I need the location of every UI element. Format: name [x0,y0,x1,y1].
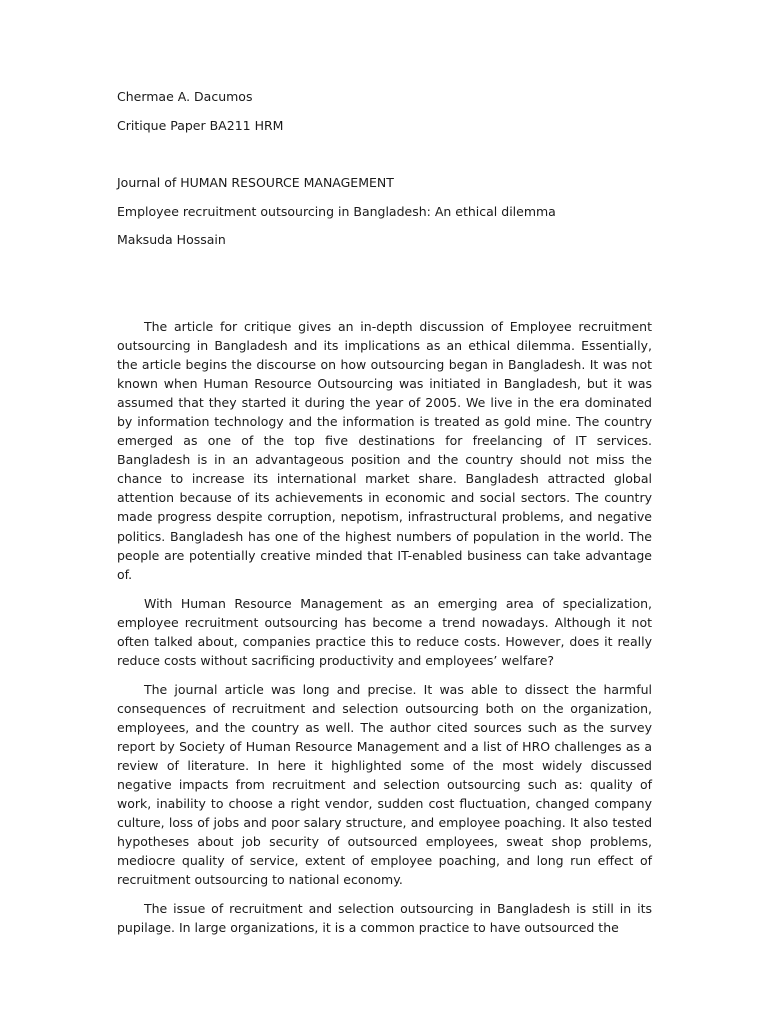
article-author: Maksuda Hossain [117,232,226,247]
course-line: Critique Paper BA211 HRM [117,118,284,133]
article-title: Employee recruitment outsourcing in Bangladesh: An ethical dilemma [117,204,556,219]
paragraph-1: The article for critique gives an in-depth discussion of Employee recruitment outsourcing in Bangladesh and its implications as an ethical dilemma. Essentially, the article begins the discourse on how outsourcing began in Bangladesh. It was not known when Human Resource Outsourcing was initiated in Bangladesh, but it was assumed that they started it during the year of 2005. We live in the era dominated by information technology and the information is treated as gold mine. The country emerged as one of the top five destinations for freelancing of IT services. Bangladesh is in an advantageous position and the country should not miss the chance to increase its international market share. Bangladesh attracted global attention because of its achievements in economic and social sectors. The country made progress despite corruption, nepotism, infrastructural problems, and negative politics. Bangladesh has one of the highest numbers of population in the world. The people are potentially creative minded that IT-enabled business can take advantage of. [117,319,652,582]
paragraph-2: With Human Resource Management as an emerging area of specialization, employee recruitment outsourcing has become a trend nowadays. Although it not often talked about, companies practice this to reduce costs. However, does it really reduce costs without sacrificing productivity and employees’ welfare? [117,595,652,668]
paragraph-4: The issue of recruitment and selection outsourcing in Bangladesh is still in its pupilage. In large organizations, it is a common practice to have outsourced the [117,901,652,936]
author-name: Chermae A. Dacumos [117,89,253,104]
critique-body [117,317,652,947]
journal-name: Journal of HUMAN RESOURCE MANAGEMENT [117,175,394,190]
paragraph-3: The journal article was long and precise. It was able to dissect the harmful consequences of recruitment and selection outsourcing both on the organization, employees, and the country as well. The author cited sources such as the survey report by Society of Human Resource Management and a list of HRO challenges as a review of literature. In here it highlighted some of the most widely discussed negative impacts from recruitment and selection outsourcing such as: quality of work, inability to choose a right vendor, sudden cost fluctuation, changed company culture, loss of jobs and poor salary structure, and employee poaching. It also tested hypotheses about job security of outsourced employees, sweat shop problems, mediocre quality of service, extent of employee poaching, and long run effect of recruitment outsourcing to national economy. [117,681,652,888]
